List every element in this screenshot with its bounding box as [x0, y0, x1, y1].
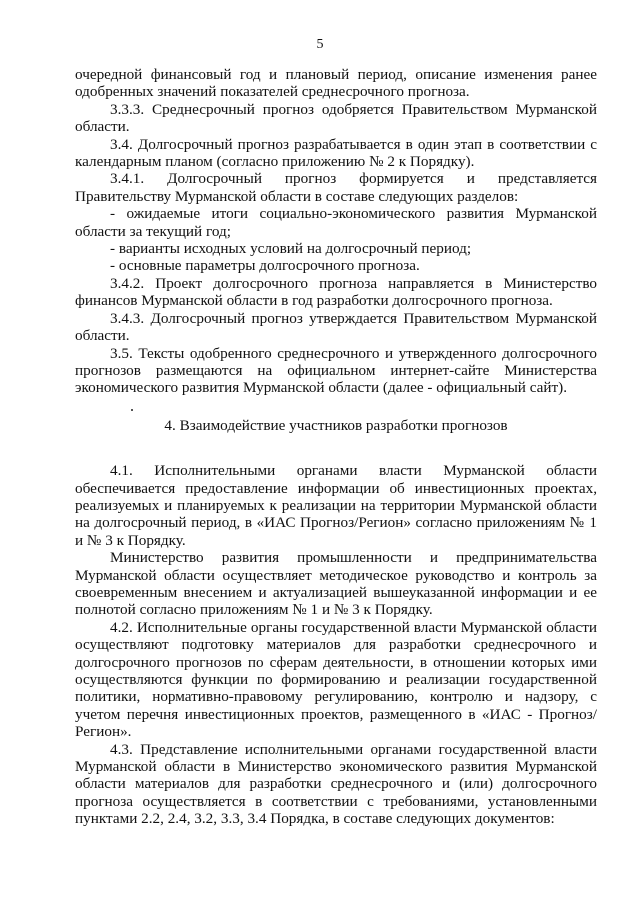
- section-heading: 4. Взаимодействие участников разработки прогнозов: [164, 416, 508, 434]
- page-number: 5: [316, 37, 324, 52]
- document-body: [75, 66, 597, 828]
- list-item: - основные параметры долгосрочного прогноза.: [110, 257, 420, 275]
- paragraph: 3.5. Тексты одобренного среднесрочного и утвержденного долгосрочного прогнозов размещаются на официальном интернет-сайте Министерства экономического развития Мурманской области (далее - официальный сайт).: [75, 344, 597, 397]
- paragraph: очередной финансовый год и плановый период, описание изменения ранее одобренных значений показателей среднесрочного прогноза.: [75, 66, 597, 101]
- list-item: - ожидаемые итоги социально-экономического развития Мурманской области за текущий год;: [75, 205, 597, 240]
- paragraph: 4.1. Исполнительными органами власти Мурманской области обеспечивается предоставление информации об инвестиционных проектах, реализуемых и планируемых к реализации на территории Мурманской области на долгосрочный период, в «ИАС Прогноз/Регион» согласно приложениям № 1 и № 3 к Порядку.: [75, 462, 597, 549]
- paragraph: 4.3. Представление исполнительными органами государственной власти Мурманской области в Министерство экономического развития Мурманской области материалов для разработки среднесрочного и (или) долгосрочного прогноза осуществляется в соответствии с требованиями, установленными пунктами 2.2, 2.4, 3.2, 3.3, 3.4 Порядка, в составе следующих документов:: [75, 740, 597, 828]
- scan-speck: [131, 409, 133, 411]
- paragraph: Министерство развития промышленности и предпринимательства Мурманской области осуществляет методическое руководство и контроль за своевременным внесением и актуализацией вышеуказанной информации и ее полнотой согласно приложениям № 1 и № 3 к Порядку.: [75, 549, 597, 619]
- paragraph: 4.2. Исполнительные органы государственной власти Мурманской области осуществляют подготовку материалов для разработки среднесрочного и долгосрочного прогнозов по сферам деятельности, в отношении которых ими осуществляются функции по формированию и реализации государственной политики, нормативно-правовому регулированию, контролю и надзору, с учетом перечня инвестиционных проектов, размещенного в «ИАС - Прогноз/Регион».: [75, 618, 597, 741]
- list-item: - варианты исходных условий на долгосрочный период;: [110, 240, 472, 258]
- paragraph: 3.4.1. Долгосрочный прогноз формируется и представляется Правительству Мурманской области в составе следующих разделов:: [75, 170, 597, 205]
- paragraph: 3.4.2. Проект долгосрочного прогноза направляется в Министерство финансов Мурманской области в год разработки долгосрочного прогноза.: [75, 274, 597, 310]
- paragraph: 3.4.3. Долгосрочный прогноз утверждается Правительством Мурманской области.: [75, 309, 597, 345]
- paragraph: 3.4. Долгосрочный прогноз разрабатывается в один этап в соответствии с календарным планом (согласно приложению № 2 к Порядку).: [75, 135, 597, 171]
- paragraph: 3.3.3. Среднесрочный прогноз одобряется Правительством Мурманской области.: [75, 100, 597, 136]
